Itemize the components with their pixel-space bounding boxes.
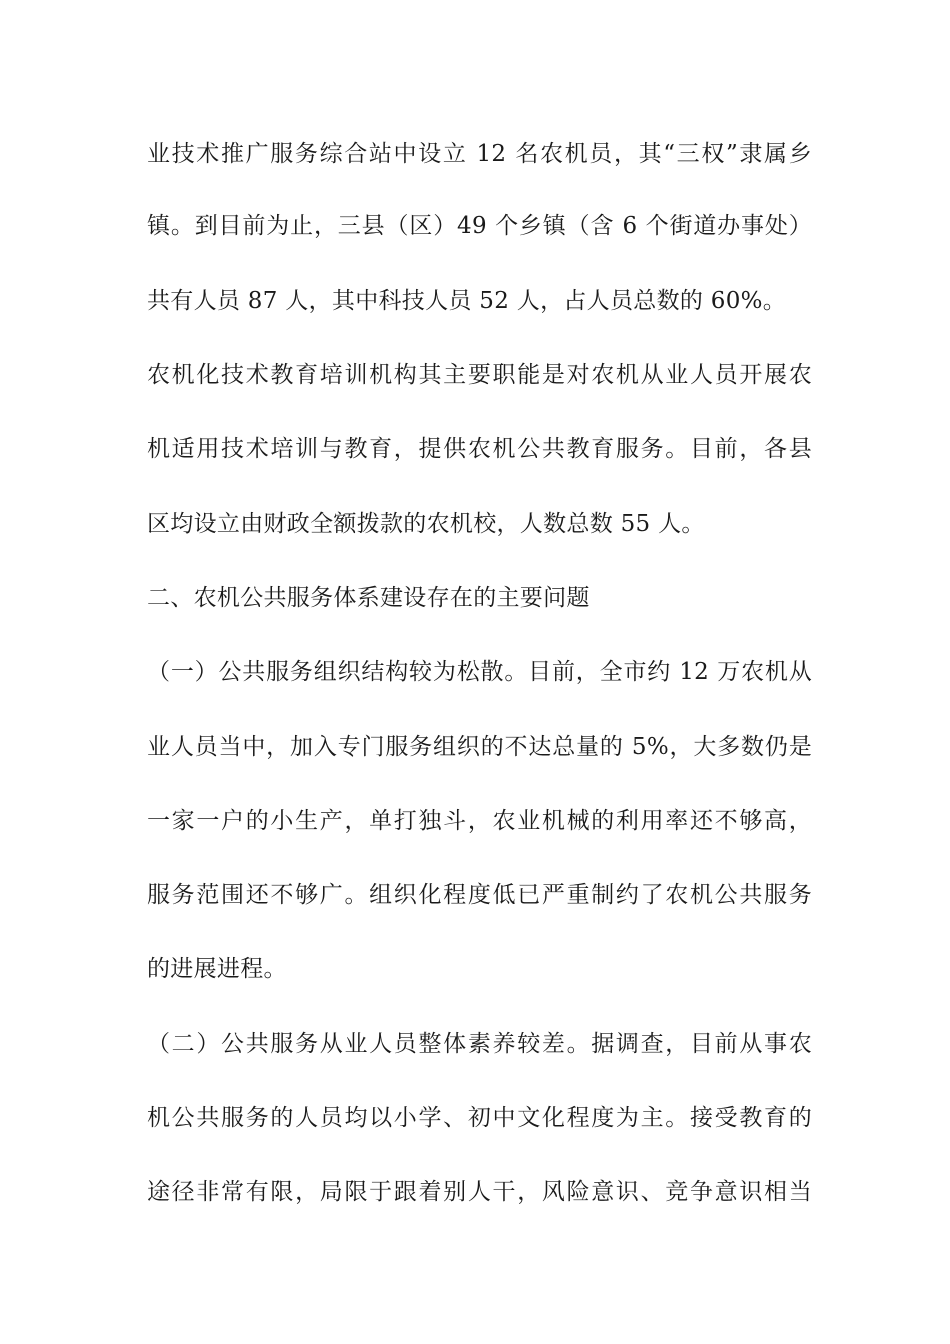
text-line-5: 机适用技术培训与教育，提供农机公共教育服务。目前，各县 [147, 436, 812, 462]
text-line-9: 业人员当中，加入专门服务组织的不达总量的 5%，大多数仍是 [147, 734, 812, 760]
text-line-6: 区均设立由财政全额拨款的农机校，人数总数 55 人。 [147, 511, 705, 537]
text-line-1: 业技术推广服务综合站中设立 12 名农机员，其“三权”隶属乡 [147, 141, 812, 167]
text-line-4: 农机化技术教育培训机构其主要职能是对农机从业人员开展农 [147, 362, 812, 388]
text-line-13: （二）公共服务从业人员整体素养较差。据调查，目前从事农 [147, 1031, 812, 1057]
text-line-2: 镇。到目前为止，三县（区）49 个乡镇（含 6 个街道办事处） [147, 213, 812, 239]
text-line-8: （一）公共服务组织结构较为松散。目前，全市约 12 万农机从 [147, 659, 812, 685]
text-line-12: 的进展进程。 [147, 956, 287, 982]
text-line-3: 共有人员 87 人，其中科技人员 52 人，占人员总数的 60%。 [147, 288, 787, 314]
text-line-15: 途径非常有限，局限于跟着别人干，风险意识、竞争意识相当 [147, 1179, 812, 1205]
section-heading: 二、农机公共服务体系建设存在的主要问题 [147, 585, 590, 611]
text-line-11: 服务范围还不够广。组织化程度低已严重制约了农机公共服务 [147, 882, 812, 908]
text-line-14: 机公共服务的人员均以小学、初中文化程度为主。接受教育的 [147, 1105, 812, 1131]
text-line-10: 一家一户的小生产，单打独斗，农业机械的利用率还不够高， [147, 808, 812, 834]
